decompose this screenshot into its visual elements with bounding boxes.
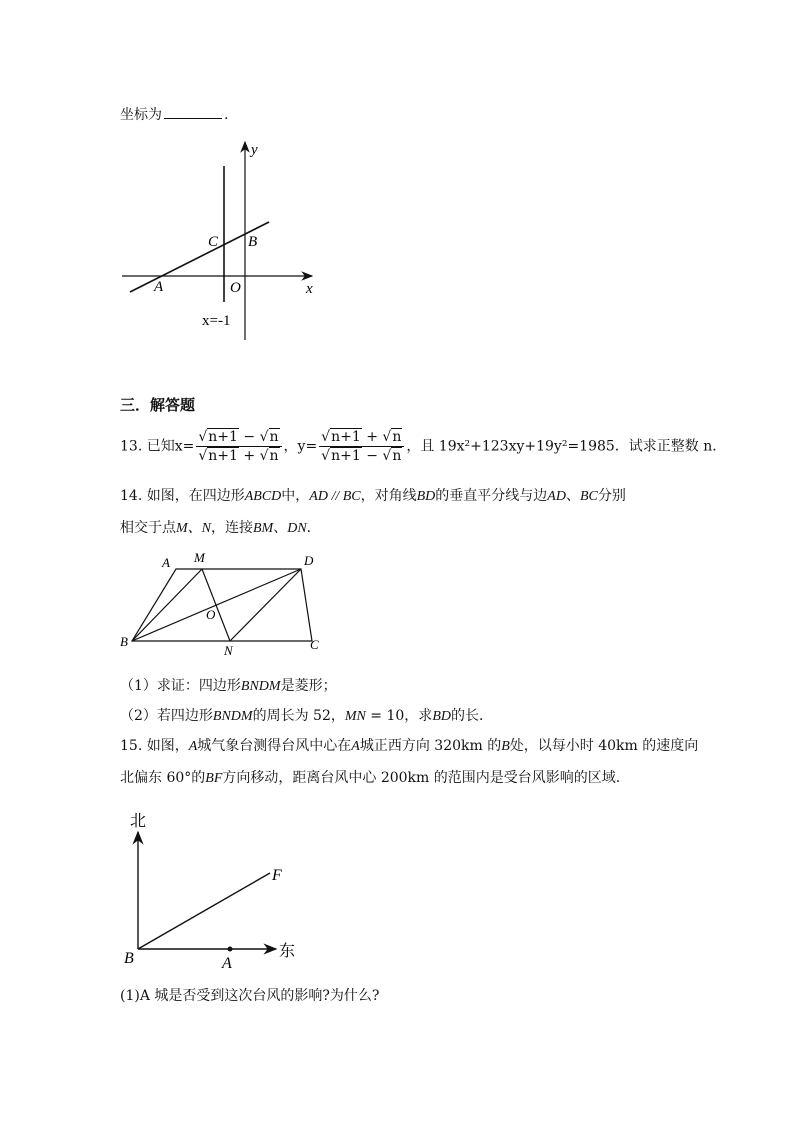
figure-typhoon	[116, 806, 306, 972]
text: ，对角线	[360, 488, 417, 504]
radicand: n+1	[208, 448, 238, 464]
q13-tail: ，且 19x²+123xy+19y²=1985．试求正整数 n．	[406, 438, 727, 455]
q14-line-1	[120, 486, 626, 507]
math: BF	[205, 771, 223, 786]
op: +	[361, 429, 383, 445]
text: 北偏东 60°的	[120, 770, 206, 786]
math: AD	[547, 489, 566, 504]
figure-coordinate-lines	[110, 136, 330, 346]
label-x: x	[306, 281, 313, 297]
label-d: D	[304, 553, 314, 568]
label-east: 东	[279, 943, 296, 960]
math: BM	[253, 521, 274, 536]
question-13	[120, 428, 726, 465]
answer-blank[interactable]	[164, 104, 222, 119]
text: 15. 如图，	[120, 738, 189, 754]
text: （1）求证：四边形	[120, 678, 241, 694]
math: ABCD	[244, 489, 282, 504]
text: 的周长为 52，	[252, 708, 345, 724]
label-o: O	[230, 280, 241, 296]
line-ab	[130, 222, 269, 292]
label-a: A	[154, 279, 164, 295]
label-o: O	[206, 607, 216, 622]
q13-label: 13. 已知	[120, 438, 175, 455]
radicand: n	[392, 429, 402, 445]
text: （2）若四边形	[120, 708, 213, 724]
section-title: 三．解答题	[120, 396, 196, 414]
label-b: B	[248, 234, 258, 250]
label-m: M	[194, 550, 205, 565]
math: B	[501, 739, 510, 754]
text: 的垂直平分线与边	[435, 488, 548, 504]
seg-mn	[202, 569, 230, 641]
q14-sub-1	[120, 676, 337, 697]
math: BNDM	[212, 709, 253, 724]
text: 分别	[597, 488, 626, 504]
text: 、	[273, 520, 288, 536]
label-north: 北	[130, 813, 147, 830]
q15-line-2	[120, 768, 620, 789]
math: BC	[579, 489, 598, 504]
q13-sep: ，y=	[283, 438, 318, 455]
radicand: n+1	[331, 429, 361, 445]
math: M、N	[176, 521, 211, 536]
math: AD // BC	[309, 489, 361, 504]
radicand: n	[392, 448, 402, 464]
label-c: C	[310, 637, 319, 652]
math: A	[188, 739, 198, 754]
math: A	[351, 739, 360, 754]
q14-sub-2	[120, 706, 493, 727]
label-c: C	[208, 234, 219, 250]
label-y: y	[251, 142, 258, 158]
text: = 10，求	[365, 708, 433, 724]
q15-sub-1: (1)A 城是否受到这次台风的影响?为什么?	[120, 988, 380, 1004]
q15-line-1	[120, 736, 698, 757]
text: 城正西方向 320km 的	[359, 738, 502, 754]
label-a: A	[162, 555, 170, 570]
seg-bm	[132, 569, 202, 641]
x-fraction: $\frac{√n+1 - √n}{√n+1 + √n}$	[196, 428, 281, 465]
text: ．	[306, 520, 321, 536]
label-line-x-neg1: x=-1	[202, 313, 231, 329]
text: 相交于点	[120, 520, 176, 536]
math: BD	[432, 709, 451, 724]
math: BNDM	[240, 679, 281, 694]
point-a	[228, 947, 233, 952]
figure-quadrilateral	[112, 550, 332, 658]
math: MN	[344, 709, 366, 724]
op: −	[361, 448, 383, 464]
path-bf	[138, 873, 270, 949]
seg-nd	[230, 569, 301, 641]
text: 是菱形；	[280, 678, 337, 694]
radicand: n	[269, 429, 279, 445]
quad-abcd	[132, 569, 312, 641]
y-fraction: $\frac{√n+1 + √n}{√n+1 - √n}$	[319, 428, 404, 465]
label-b: B	[120, 634, 128, 649]
label-n: N	[224, 643, 233, 658]
radicand: n	[269, 448, 279, 464]
text: ，连接	[211, 520, 253, 536]
q12-text: 坐标为	[120, 107, 162, 123]
label-f: F	[272, 867, 282, 884]
label-b: B	[124, 950, 134, 967]
text: 处，以每小时 40km 的速度向	[509, 738, 699, 754]
radicand: n+1	[331, 448, 361, 464]
op: +	[238, 448, 260, 464]
text: 14. 如图，在四边形	[120, 488, 245, 504]
radicand: n+1	[208, 429, 238, 445]
math: BD	[416, 489, 436, 504]
text: 城气象台测得台风中心在	[197, 738, 352, 754]
text: 方向移动，距离台风中心 200km 的范围内是受台风影响的区域.	[222, 770, 621, 786]
q14-line-2	[120, 518, 321, 539]
math: DN	[287, 521, 307, 536]
label-a: A	[222, 955, 232, 972]
op: −	[238, 429, 260, 445]
q13-x-eq: x=	[174, 438, 195, 455]
text: 的长．	[450, 708, 493, 724]
q12-answer-line	[120, 104, 228, 125]
text: 、	[565, 488, 580, 504]
text: 中，	[281, 488, 310, 504]
q12-end: .	[224, 107, 229, 123]
